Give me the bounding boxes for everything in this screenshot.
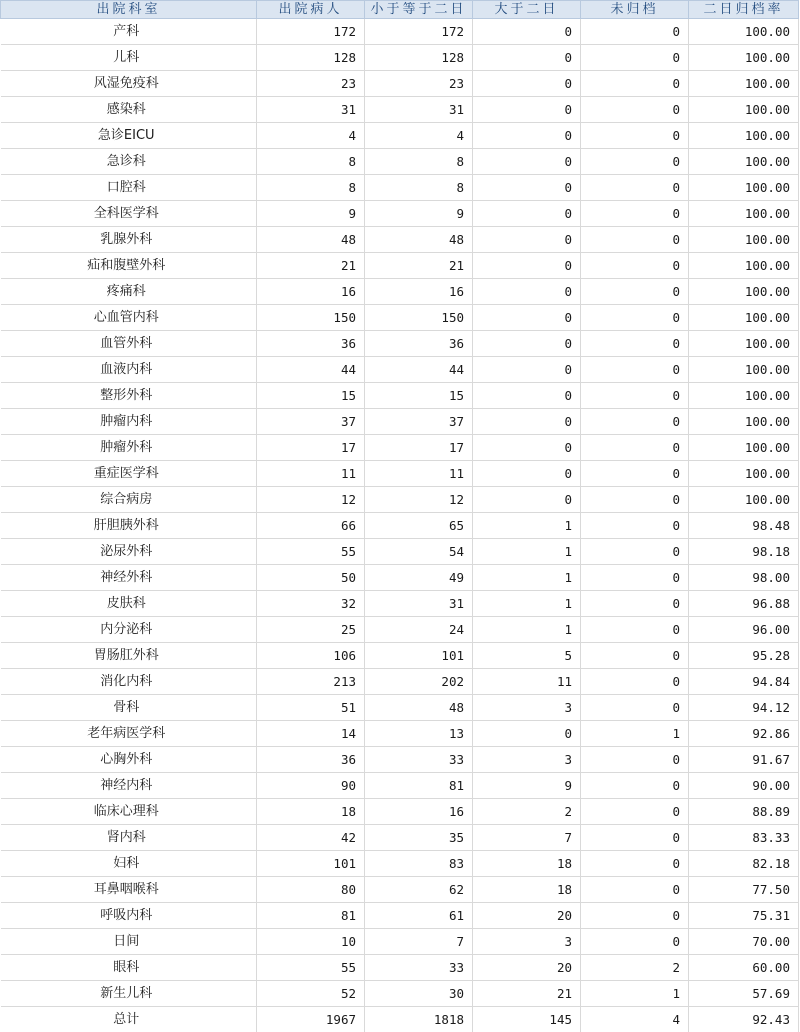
department-cell[interactable]: 神经外科 xyxy=(1,565,257,591)
department-cell[interactable]: 综合病房 xyxy=(1,487,257,513)
over-two-days-cell[interactable]: 145 xyxy=(473,1007,581,1032)
table-row xyxy=(1,97,799,123)
archive-rate-cell[interactable]: 100.00 xyxy=(689,201,799,227)
within-two-days-cell[interactable]: 48 xyxy=(365,695,473,721)
over-two-days-cell[interactable]: 3 xyxy=(473,747,581,773)
table-row xyxy=(1,565,799,591)
department-cell[interactable]: 血管外科 xyxy=(1,331,257,357)
archive-rate-cell[interactable]: 100.00 xyxy=(689,461,799,487)
department-cell[interactable]: 新生儿科 xyxy=(1,981,257,1007)
archive-rate-cell[interactable]: 100.00 xyxy=(689,435,799,461)
table-row xyxy=(1,695,799,721)
unarchived-cell[interactable]: 0 xyxy=(581,773,689,799)
over-two-days-cell[interactable]: 18 xyxy=(473,851,581,877)
unarchived-cell[interactable]: 0 xyxy=(581,695,689,721)
within-two-days-cell[interactable]: 65 xyxy=(365,513,473,539)
discharged-cell[interactable]: 50 xyxy=(257,565,365,591)
department-cell[interactable]: 临床心理科 xyxy=(1,799,257,825)
table-row xyxy=(1,461,799,487)
archive-rate-cell[interactable]: 100.00 xyxy=(689,175,799,201)
unarchived-cell[interactable]: 0 xyxy=(581,461,689,487)
table-row xyxy=(1,175,799,201)
department-cell[interactable]: 总计 xyxy=(1,1007,257,1032)
unarchived-cell[interactable]: 0 xyxy=(581,19,689,45)
within-two-days-cell[interactable]: 172 xyxy=(365,19,473,45)
over-two-days-cell[interactable]: 1 xyxy=(473,565,581,591)
archive-rate-cell[interactable]: 100.00 xyxy=(689,357,799,383)
over-two-days-cell[interactable]: 0 xyxy=(473,305,581,331)
within-two-days-cell[interactable]: 12 xyxy=(365,487,473,513)
over-two-days-cell[interactable]: 3 xyxy=(473,929,581,955)
over-two-days-cell[interactable]: 21 xyxy=(473,981,581,1007)
table-row xyxy=(1,851,799,877)
table-row xyxy=(1,617,799,643)
archive-rate-cell[interactable]: 96.88 xyxy=(689,591,799,617)
within-two-days-cell[interactable]: 83 xyxy=(365,851,473,877)
discharged-cell[interactable]: 172 xyxy=(257,19,365,45)
within-two-days-cell[interactable]: 9 xyxy=(365,201,473,227)
archive-rate-cell[interactable]: 75.31 xyxy=(689,903,799,929)
department-cell[interactable]: 心血管内科 xyxy=(1,305,257,331)
within-two-days-cell[interactable]: 31 xyxy=(365,97,473,123)
archive-rate-cell[interactable]: 88.89 xyxy=(689,799,799,825)
table-row xyxy=(1,305,799,331)
unarchived-cell[interactable]: 1 xyxy=(581,721,689,747)
department-cell[interactable]: 泌尿外科 xyxy=(1,539,257,565)
over-two-days-cell[interactable]: 0 xyxy=(473,71,581,97)
table-row xyxy=(1,877,799,903)
archive-rate-cell[interactable]: 92.86 xyxy=(689,721,799,747)
table-row xyxy=(1,799,799,825)
over-two-days-cell[interactable]: 1 xyxy=(473,539,581,565)
unarchived-cell[interactable]: 0 xyxy=(581,383,689,409)
over-two-days-cell[interactable]: 0 xyxy=(473,45,581,71)
table-row xyxy=(1,435,799,461)
department-cell[interactable]: 神经内科 xyxy=(1,773,257,799)
within-two-days-cell[interactable]: 21 xyxy=(365,253,473,279)
unarchived-cell[interactable]: 0 xyxy=(581,97,689,123)
within-two-days-cell[interactable]: 35 xyxy=(365,825,473,851)
archive-rate-cell[interactable]: 90.00 xyxy=(689,773,799,799)
over-two-days-cell[interactable]: 0 xyxy=(473,279,581,305)
within-two-days-cell[interactable]: 37 xyxy=(365,409,473,435)
department-cell[interactable]: 肿瘤外科 xyxy=(1,435,257,461)
archive-rate-cell[interactable]: 98.48 xyxy=(689,513,799,539)
department-cell[interactable]: 疝和腹壁外科 xyxy=(1,253,257,279)
over-two-days-cell[interactable]: 0 xyxy=(473,123,581,149)
unarchived-cell[interactable]: 0 xyxy=(581,409,689,435)
within-two-days-cell[interactable]: 54 xyxy=(365,539,473,565)
over-two-days-cell[interactable]: 0 xyxy=(473,331,581,357)
table-row xyxy=(1,721,799,747)
within-two-days-cell[interactable]: 24 xyxy=(365,617,473,643)
discharged-cell[interactable]: 17 xyxy=(257,435,365,461)
archive-rate-cell[interactable]: 70.00 xyxy=(689,929,799,955)
within-two-days-cell[interactable]: 8 xyxy=(365,175,473,201)
archive-rate-cell[interactable]: 100.00 xyxy=(689,383,799,409)
unarchived-cell[interactable]: 0 xyxy=(581,825,689,851)
discharged-cell[interactable]: 48 xyxy=(257,227,365,253)
archive-rate-cell[interactable]: 77.50 xyxy=(689,877,799,903)
unarchived-cell[interactable]: 0 xyxy=(581,357,689,383)
discharged-cell[interactable]: 12 xyxy=(257,487,365,513)
header-archive-rate[interactable]: 二日归档率 xyxy=(689,1,799,19)
unarchived-cell[interactable]: 0 xyxy=(581,253,689,279)
table-row xyxy=(1,279,799,305)
department-cell[interactable]: 整形外科 xyxy=(1,383,257,409)
over-two-days-cell[interactable]: 3 xyxy=(473,695,581,721)
discharged-cell[interactable]: 90 xyxy=(257,773,365,799)
unarchived-cell[interactable]: 0 xyxy=(581,487,689,513)
discharged-cell[interactable]: 1967 xyxy=(257,1007,365,1032)
archive-rate-cell[interactable]: 100.00 xyxy=(689,227,799,253)
archive-rate-cell[interactable]: 94.84 xyxy=(689,669,799,695)
department-cell[interactable]: 疼痛科 xyxy=(1,279,257,305)
department-cell[interactable]: 全科医学科 xyxy=(1,201,257,227)
over-two-days-cell[interactable]: 1 xyxy=(473,617,581,643)
table-row xyxy=(1,825,799,851)
department-cell[interactable]: 口腔科 xyxy=(1,175,257,201)
table-row xyxy=(1,227,799,253)
unarchived-cell[interactable]: 0 xyxy=(581,617,689,643)
table-row xyxy=(1,903,799,929)
over-two-days-cell[interactable]: 5 xyxy=(473,643,581,669)
department-cell[interactable]: 呼吸内科 xyxy=(1,903,257,929)
archive-rate-cell[interactable]: 57.69 xyxy=(689,981,799,1007)
department-cell[interactable]: 肝胆胰外科 xyxy=(1,513,257,539)
over-two-days-cell[interactable]: 7 xyxy=(473,825,581,851)
table-row xyxy=(1,149,799,175)
discharged-cell[interactable]: 213 xyxy=(257,669,365,695)
within-two-days-cell[interactable]: 4 xyxy=(365,123,473,149)
archive-rate-cell[interactable]: 92.43 xyxy=(689,1007,799,1032)
archive-rate-cell[interactable]: 100.00 xyxy=(689,487,799,513)
within-two-days-cell[interactable]: 48 xyxy=(365,227,473,253)
within-two-days-cell[interactable]: 150 xyxy=(365,305,473,331)
table-row xyxy=(1,955,799,981)
discharged-cell[interactable]: 36 xyxy=(257,747,365,773)
archive-rate-cell[interactable]: 100.00 xyxy=(689,97,799,123)
department-cell[interactable]: 急诊EICU xyxy=(1,123,257,149)
department-cell[interactable]: 重症医学科 xyxy=(1,461,257,487)
header-department[interactable]: 出院科室 xyxy=(1,1,257,19)
department-cell[interactable]: 感染科 xyxy=(1,97,257,123)
archive-rate-cell[interactable]: 60.00 xyxy=(689,955,799,981)
department-cell[interactable]: 儿科 xyxy=(1,45,257,71)
over-two-days-cell[interactable]: 0 xyxy=(473,721,581,747)
department-cell[interactable]: 日间 xyxy=(1,929,257,955)
within-two-days-cell[interactable]: 7 xyxy=(365,929,473,955)
archive-rate-cell[interactable]: 95.28 xyxy=(689,643,799,669)
unarchived-cell[interactable]: 0 xyxy=(581,149,689,175)
over-two-days-cell[interactable]: 0 xyxy=(473,97,581,123)
department-cell[interactable]: 骨科 xyxy=(1,695,257,721)
over-two-days-cell[interactable]: 1 xyxy=(473,591,581,617)
unarchived-cell[interactable]: 0 xyxy=(581,123,689,149)
within-two-days-cell[interactable]: 23 xyxy=(365,71,473,97)
over-two-days-cell[interactable]: 0 xyxy=(473,19,581,45)
table-row xyxy=(1,747,799,773)
over-two-days-cell[interactable]: 0 xyxy=(473,461,581,487)
discharged-cell[interactable]: 32 xyxy=(257,591,365,617)
archive-rate-cell[interactable]: 82.18 xyxy=(689,851,799,877)
header-within-two-days[interactable]: 小于等于二日 xyxy=(365,1,473,19)
within-two-days-cell[interactable]: 31 xyxy=(365,591,473,617)
unarchived-cell[interactable]: 1 xyxy=(581,981,689,1007)
within-two-days-cell[interactable]: 44 xyxy=(365,357,473,383)
table-row xyxy=(1,201,799,227)
department-cell[interactable]: 血液内科 xyxy=(1,357,257,383)
over-two-days-cell[interactable]: 1 xyxy=(473,513,581,539)
archive-rate-cell[interactable]: 94.12 xyxy=(689,695,799,721)
unarchived-cell[interactable]: 0 xyxy=(581,227,689,253)
discharged-cell[interactable]: 16 xyxy=(257,279,365,305)
within-two-days-cell[interactable]: 101 xyxy=(365,643,473,669)
discharged-cell[interactable]: 101 xyxy=(257,851,365,877)
within-two-days-cell[interactable]: 36 xyxy=(365,331,473,357)
within-two-days-cell[interactable]: 33 xyxy=(365,955,473,981)
archive-rate-cell[interactable]: 98.18 xyxy=(689,539,799,565)
table-row xyxy=(1,643,799,669)
discharged-cell[interactable]: 14 xyxy=(257,721,365,747)
department-cell[interactable]: 肾内科 xyxy=(1,825,257,851)
archive-rate-cell[interactable]: 100.00 xyxy=(689,279,799,305)
unarchived-cell[interactable]: 0 xyxy=(581,279,689,305)
department-cell[interactable]: 耳鼻咽喉科 xyxy=(1,877,257,903)
table-row xyxy=(1,331,799,357)
department-cell[interactable]: 胃肠肛外科 xyxy=(1,643,257,669)
archive-rate-cell[interactable]: 100.00 xyxy=(689,19,799,45)
unarchived-cell[interactable]: 0 xyxy=(581,643,689,669)
over-two-days-cell[interactable]: 20 xyxy=(473,955,581,981)
department-cell[interactable]: 风湿免疫科 xyxy=(1,71,257,97)
within-two-days-cell[interactable]: 17 xyxy=(365,435,473,461)
archive-rate-cell[interactable]: 91.67 xyxy=(689,747,799,773)
discharged-cell[interactable]: 52 xyxy=(257,981,365,1007)
discharged-cell[interactable]: 42 xyxy=(257,825,365,851)
discharged-cell[interactable]: 31 xyxy=(257,97,365,123)
within-two-days-cell[interactable]: 15 xyxy=(365,383,473,409)
within-two-days-cell[interactable]: 61 xyxy=(365,903,473,929)
archive-rate-cell[interactable]: 100.00 xyxy=(689,305,799,331)
discharged-cell[interactable]: 4 xyxy=(257,123,365,149)
archive-rate-cell[interactable]: 100.00 xyxy=(689,149,799,175)
archive-rate-cell[interactable]: 100.00 xyxy=(689,123,799,149)
over-two-days-cell[interactable]: 0 xyxy=(473,149,581,175)
discharged-cell[interactable]: 9 xyxy=(257,201,365,227)
over-two-days-cell[interactable]: 0 xyxy=(473,383,581,409)
archive-rate-cell[interactable]: 100.00 xyxy=(689,253,799,279)
discharged-cell[interactable]: 21 xyxy=(257,253,365,279)
header-unarchived[interactable]: 未归档 xyxy=(581,1,689,19)
table-row xyxy=(1,513,799,539)
within-two-days-cell[interactable]: 13 xyxy=(365,721,473,747)
unarchived-cell[interactable]: 0 xyxy=(581,799,689,825)
within-two-days-cell[interactable]: 81 xyxy=(365,773,473,799)
unarchived-cell[interactable]: 0 xyxy=(581,435,689,461)
unarchived-cell[interactable]: 2 xyxy=(581,955,689,981)
header-over-two-days[interactable]: 大于二日 xyxy=(473,1,581,19)
department-cell[interactable]: 内分泌科 xyxy=(1,617,257,643)
archive-rate-cell[interactable]: 100.00 xyxy=(689,409,799,435)
archive-rate-cell[interactable]: 100.00 xyxy=(689,331,799,357)
department-cell[interactable]: 急诊科 xyxy=(1,149,257,175)
unarchived-cell[interactable]: 0 xyxy=(581,747,689,773)
department-cell[interactable]: 消化内科 xyxy=(1,669,257,695)
over-two-days-cell[interactable]: 0 xyxy=(473,253,581,279)
total-row xyxy=(1,1007,799,1032)
discharged-cell[interactable]: 128 xyxy=(257,45,365,71)
within-two-days-cell[interactable]: 202 xyxy=(365,669,473,695)
unarchived-cell[interactable]: 0 xyxy=(581,45,689,71)
discharged-cell[interactable]: 66 xyxy=(257,513,365,539)
unarchived-cell[interactable]: 0 xyxy=(581,591,689,617)
table-row xyxy=(1,357,799,383)
table-row xyxy=(1,487,799,513)
discharged-cell[interactable]: 10 xyxy=(257,929,365,955)
table-row xyxy=(1,253,799,279)
discharged-cell[interactable]: 55 xyxy=(257,539,365,565)
discharged-cell[interactable]: 15 xyxy=(257,383,365,409)
within-two-days-cell[interactable]: 30 xyxy=(365,981,473,1007)
over-two-days-cell[interactable]: 0 xyxy=(473,487,581,513)
discharged-cell[interactable]: 18 xyxy=(257,799,365,825)
archive-rate-cell[interactable]: 96.00 xyxy=(689,617,799,643)
discharged-cell[interactable]: 11 xyxy=(257,461,365,487)
unarchived-cell[interactable]: 0 xyxy=(581,201,689,227)
department-cell[interactable]: 产科 xyxy=(1,19,257,45)
department-cell[interactable]: 眼科 xyxy=(1,955,257,981)
unarchived-cell[interactable]: 0 xyxy=(581,71,689,97)
department-cell[interactable]: 心胸外科 xyxy=(1,747,257,773)
within-two-days-cell[interactable]: 33 xyxy=(365,747,473,773)
over-two-days-cell[interactable]: 20 xyxy=(473,903,581,929)
discharged-cell[interactable]: 25 xyxy=(257,617,365,643)
discharged-cell[interactable]: 55 xyxy=(257,955,365,981)
over-two-days-cell[interactable]: 2 xyxy=(473,799,581,825)
archive-rate-cell[interactable]: 100.00 xyxy=(689,71,799,97)
within-two-days-cell[interactable]: 128 xyxy=(365,45,473,71)
table-row xyxy=(1,929,799,955)
over-two-days-cell[interactable]: 9 xyxy=(473,773,581,799)
header-row xyxy=(1,1,799,19)
discharged-cell[interactable]: 36 xyxy=(257,331,365,357)
department-cell[interactable]: 妇科 xyxy=(1,851,257,877)
unarchived-cell[interactable]: 0 xyxy=(581,877,689,903)
unarchived-cell[interactable]: 0 xyxy=(581,669,689,695)
unarchived-cell[interactable]: 0 xyxy=(581,331,689,357)
over-two-days-cell[interactable]: 0 xyxy=(473,409,581,435)
discharged-cell[interactable]: 150 xyxy=(257,305,365,331)
table-row xyxy=(1,981,799,1007)
table-row xyxy=(1,45,799,71)
unarchived-cell[interactable]: 0 xyxy=(581,903,689,929)
unarchived-cell[interactable]: 0 xyxy=(581,175,689,201)
unarchived-cell[interactable]: 0 xyxy=(581,305,689,331)
discharged-cell[interactable]: 51 xyxy=(257,695,365,721)
within-two-days-cell[interactable]: 16 xyxy=(365,799,473,825)
within-two-days-cell[interactable]: 1818 xyxy=(365,1007,473,1032)
discharged-cell[interactable]: 106 xyxy=(257,643,365,669)
table-row xyxy=(1,669,799,695)
over-two-days-cell[interactable]: 0 xyxy=(473,175,581,201)
within-two-days-cell[interactable]: 62 xyxy=(365,877,473,903)
unarchived-cell[interactable]: 0 xyxy=(581,929,689,955)
discharged-cell[interactable]: 23 xyxy=(257,71,365,97)
archive-rate-cell[interactable]: 100.00 xyxy=(689,45,799,71)
header-discharged[interactable]: 出院病人 xyxy=(257,1,365,19)
within-two-days-cell[interactable]: 16 xyxy=(365,279,473,305)
over-two-days-cell[interactable]: 0 xyxy=(473,357,581,383)
unarchived-cell[interactable]: 0 xyxy=(581,565,689,591)
unarchived-cell[interactable]: 4 xyxy=(581,1007,689,1032)
table-row xyxy=(1,773,799,799)
archive-rate-cell[interactable]: 83.33 xyxy=(689,825,799,851)
discharged-cell[interactable]: 81 xyxy=(257,903,365,929)
discharged-cell[interactable]: 44 xyxy=(257,357,365,383)
department-cell[interactable]: 老年病医学科 xyxy=(1,721,257,747)
within-two-days-cell[interactable]: 8 xyxy=(365,149,473,175)
table-row xyxy=(1,383,799,409)
table-row xyxy=(1,591,799,617)
unarchived-cell[interactable]: 0 xyxy=(581,851,689,877)
discharged-cell[interactable]: 8 xyxy=(257,149,365,175)
discharged-cell[interactable]: 37 xyxy=(257,409,365,435)
within-two-days-cell[interactable]: 11 xyxy=(365,461,473,487)
department-cell[interactable]: 皮肤科 xyxy=(1,591,257,617)
unarchived-cell[interactable]: 0 xyxy=(581,539,689,565)
table-row xyxy=(1,409,799,435)
over-two-days-cell[interactable]: 0 xyxy=(473,227,581,253)
department-cell[interactable]: 肿瘤内科 xyxy=(1,409,257,435)
over-two-days-cell[interactable]: 0 xyxy=(473,201,581,227)
table-row xyxy=(1,539,799,565)
over-two-days-cell[interactable]: 18 xyxy=(473,877,581,903)
department-cell[interactable]: 乳腺外科 xyxy=(1,227,257,253)
table-row xyxy=(1,19,799,45)
discharged-cell[interactable]: 80 xyxy=(257,877,365,903)
archive-rate-cell[interactable]: 98.00 xyxy=(689,565,799,591)
table-row xyxy=(1,123,799,149)
over-two-days-cell[interactable]: 0 xyxy=(473,435,581,461)
table-row xyxy=(1,71,799,97)
discharged-cell[interactable]: 8 xyxy=(257,175,365,201)
within-two-days-cell[interactable]: 49 xyxy=(365,565,473,591)
over-two-days-cell[interactable]: 11 xyxy=(473,669,581,695)
unarchived-cell[interactable]: 0 xyxy=(581,513,689,539)
